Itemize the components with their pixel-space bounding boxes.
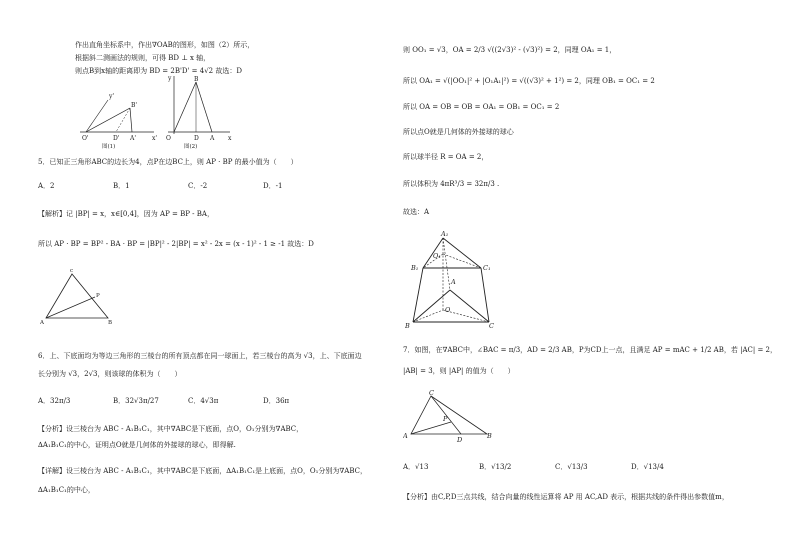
frustum-figure (405, 226, 515, 330)
q7-label-a: A (403, 432, 408, 440)
frustum-label-o1: O₁ (433, 252, 441, 260)
intro-line-2: 根据斜二测画法的规则，可得 BD ⊥ x 轴， (75, 54, 211, 62)
fig2-label-a: A (210, 135, 215, 142)
q6-choice-d: D．36π (263, 397, 290, 405)
q7-choice-d: D．√13/4 (631, 463, 664, 471)
frustum-label-b: B (405, 322, 410, 330)
fig2-label-x: x (228, 135, 232, 142)
q5-choice-c: C．-2 (188, 182, 208, 190)
right-column (397, 0, 794, 549)
q6-fenxi-1: 【分析】设三棱台为 ABC - A₁B₁C₁，其中∇ABC是下底面，点O，O₁分别为∇ABC， (38, 425, 304, 433)
q7-label-p: P (443, 415, 448, 423)
q5-label-a: A (40, 320, 44, 326)
q6-choice-c: C．4√3π (188, 397, 219, 405)
fig2-caption: 图(2) (184, 144, 198, 150)
fig1-label-d: D' (113, 135, 120, 142)
frustum-label-c: C (489, 322, 494, 330)
q5-choices (38, 182, 282, 191)
q7-stem-2: |AB| = 3，则 |AP| 的值为（ ） (403, 367, 515, 375)
q7-triangle-figure (403, 388, 493, 444)
fig1-caption: 图(1) (102, 144, 116, 150)
q6-stem-2: 长分别为 √3，2√3，则该球的体积为（ ） (38, 370, 182, 378)
frustum-label-c1: C₁ (483, 264, 491, 272)
q5-label-p: P (96, 293, 100, 299)
q5-choice-d: D．-1 (263, 182, 283, 190)
solution-line-6: 所以体积为 4πR³/3 = 32π/3 . (403, 180, 500, 188)
fig1-label-a: A' (130, 135, 136, 142)
q5-label-c: c (70, 268, 74, 274)
q5-choice-b: B．1 (113, 182, 130, 190)
fig1-label-b: B' (131, 102, 138, 109)
q7-label-c: C (429, 389, 434, 397)
solution-line-1: 则 OO₁ = √3，OA = 2/3 √((2√3)² - (√3)²) = 2，同理 OA₁ = 1， (403, 46, 617, 54)
solution-line-2: 所以 OA₁ = √(|OO₁|² + |O₁A₁|²) = √((√3)² + 1²) = 2，同理 OB₁ = OC₁ = 2 (403, 77, 655, 85)
solution-line-4: 所以点O就是几何体的外接球的球心 (403, 128, 514, 136)
original-figure-2 (160, 72, 240, 150)
intro-line-1: 作出直角坐标系中，作出∇OAB的图形，如图（2）所示， (75, 41, 255, 49)
q7-choice-c: C．√13/3 (555, 463, 588, 471)
q7-fenxi: 【分析】由C,P,D三点共线，结合向量的线性运算将 AP 用 AC,AD 表示，根据共线的条件得出参数值m， (403, 493, 729, 501)
q7-label-b: B (487, 432, 492, 440)
fig2-label-y: y (168, 75, 172, 82)
q6-stem-1: 6．上、下底面均为等边三角形的三棱台的所有顶点都在同一球面上，若三棱台的高为 √3，上、下底面边 (38, 352, 362, 360)
fig1-label-x: x' (152, 135, 158, 142)
q5-triangle-figure (40, 262, 120, 327)
fig1-label-y: y' (109, 93, 115, 100)
fig1-label-o: O' (82, 135, 89, 142)
q6-choice-a: A．32π/3 (38, 397, 71, 405)
frustum-label-o: O (445, 306, 451, 314)
solution-line-5: 所以球半径 R = OA = 2， (403, 153, 489, 161)
q7-choices (403, 463, 664, 472)
fig2-label-o: O (166, 135, 171, 142)
intro-line-3: 则点B到x轴的距离即为 BD = 2B'D' = 4√2 故选：D (75, 67, 242, 75)
q5-result: 所以 AP · BP = BP² - BA · BP = |BP|² - 2|BP| = x² - 2x = (x - 1)² - 1 ≥ -1 故选：D (38, 240, 314, 248)
q6-xiangjie-2: ∆A₁B₁C₁的中心， (38, 486, 95, 494)
solution-line-7: 故选：A (403, 208, 430, 216)
q5-choice-a: A．2 (38, 182, 55, 190)
q5-stem: 5．已知正三角形ABC的边长为4，点P在边BC上，则 AP · BP 的最小值为（ ） (38, 158, 298, 166)
fig2-label-d: D (194, 135, 199, 142)
frustum-label-a1: A₁ (441, 230, 449, 238)
q5-label-b: B (108, 320, 113, 326)
q6-choices (38, 397, 289, 406)
q7-choice-a: A．√13 (403, 463, 429, 471)
frustum-label-a: A (451, 278, 456, 286)
q7-choice-b: B．√13/2 (479, 463, 512, 471)
q6-fenxi-2: ∆A₁B₁C₁的中心，证明点O就是几何体的外接球的球心，即得解. (38, 441, 236, 449)
q7-stem-1: 7．如图，在∇ABC中，∠BAC = π/3，AD = 2/3 AB，P为CD上一点，且满足 AP = mAC + 1/2 AB，若 |AC| = 2， (403, 346, 778, 354)
q6-choice-b: B．32√3π/27 (113, 397, 159, 405)
solution-line-3: 所以 OA = OB = OB = OA₁ = OB₁ = OC₁ = 2 (403, 103, 560, 111)
fig2-label-b: B (194, 76, 199, 83)
q7-label-d: D (457, 436, 463, 444)
q6-xiangjie-1: 【详解】设三棱台为 ABC - A₁B₁C₁，其中∇ABC是下底面，∆A₁B₁C₁是上底面，点O，O₁分别为∇ABC， (38, 467, 367, 475)
oblique-figure-1 (72, 80, 162, 150)
frustum-label-b1: B₁ (411, 264, 419, 272)
q5-analysis: 【解析】记 |BP| = x，x∈[0,4]，因为 AP = BP - BA， (38, 210, 214, 218)
